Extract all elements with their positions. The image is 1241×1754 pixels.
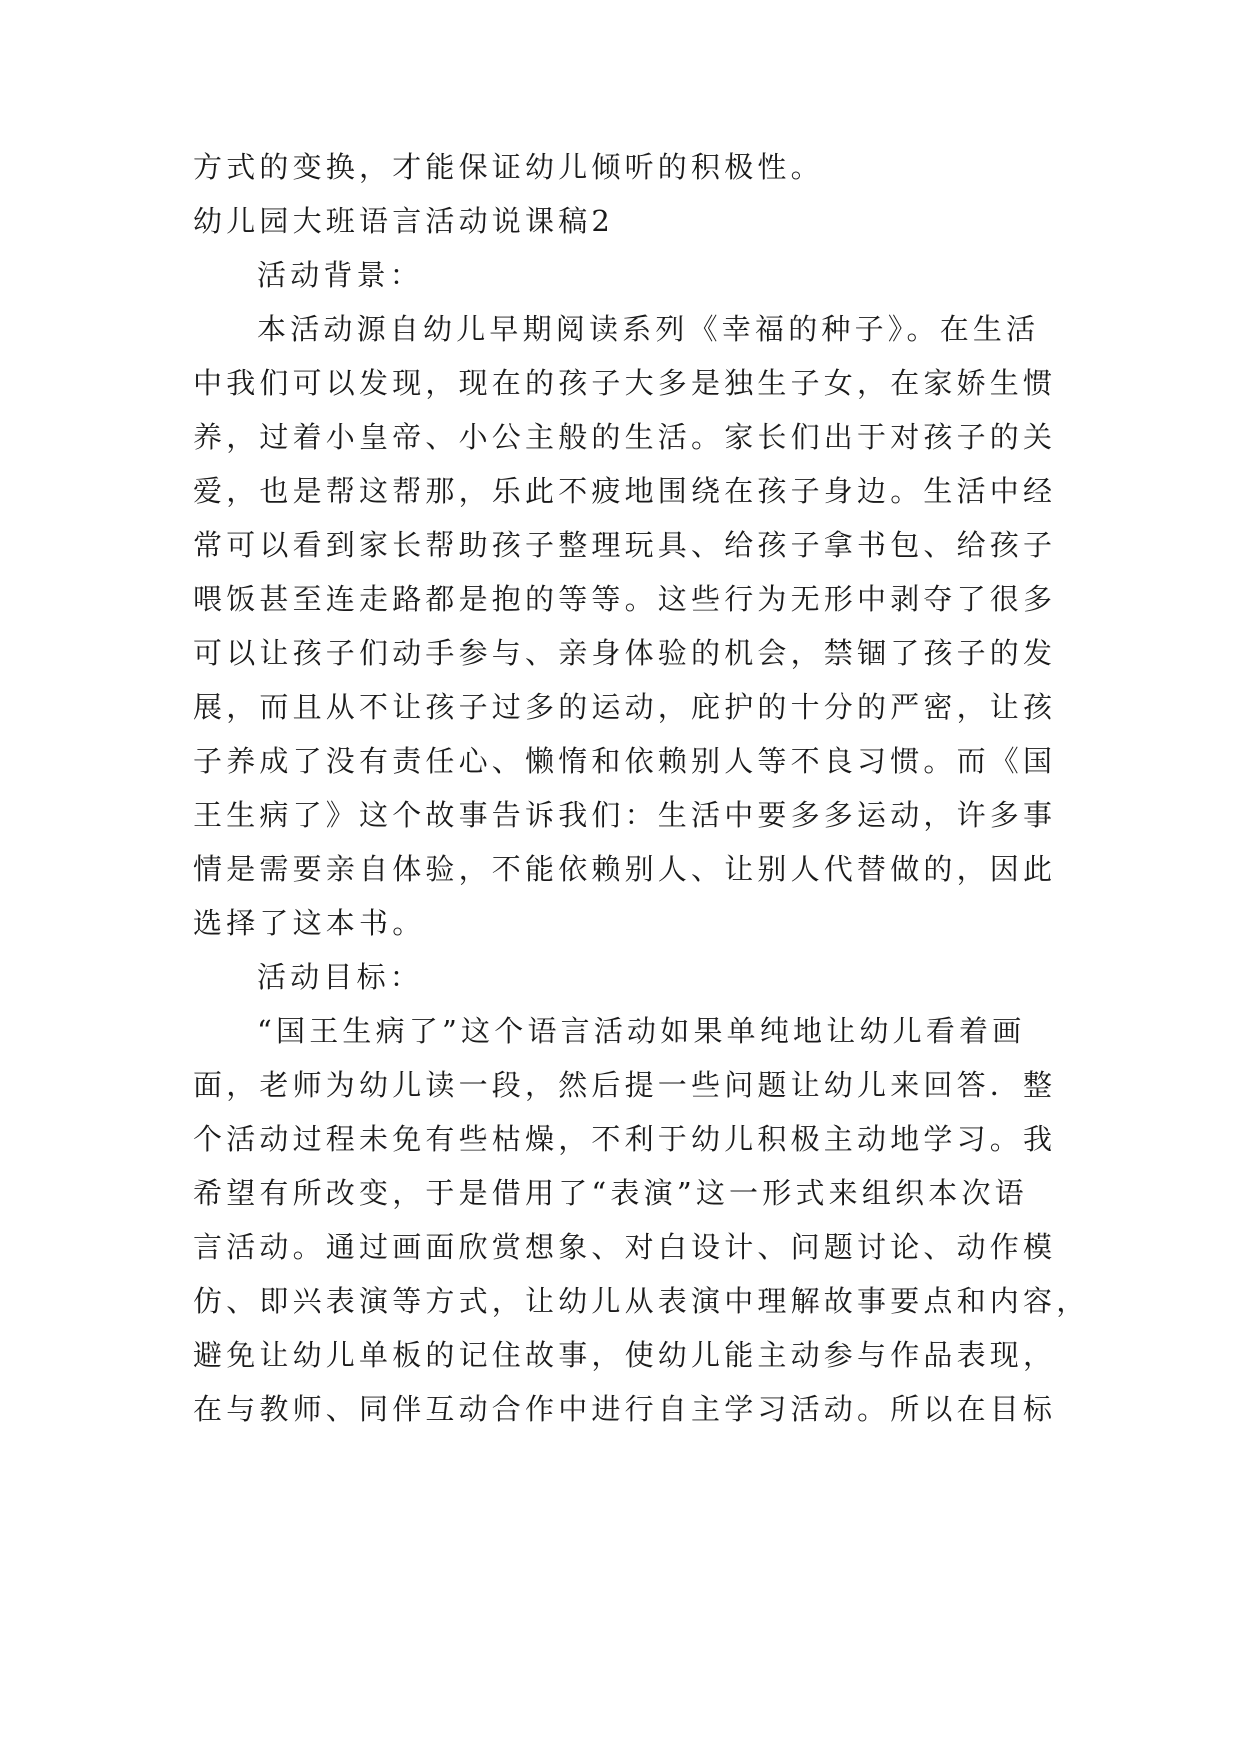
body-text-line: 希望有所改变，于是借用了“表演”这一形式来组织本次语 — [193, 1176, 1028, 1210]
body-text-line: 常可以看到家长帮助孩子整理玩具、给孩子拿书包、给孩子 — [193, 528, 1057, 562]
body-text-line: 中我们可以发现，现在的孩子大多是独生子女，在家娇生惯 — [193, 366, 1057, 400]
body-text-line: 在与教师、同伴互动合作中进行自主学习活动。所以在目标 — [193, 1392, 1057, 1426]
body-text-line: “国王生病了”这个语言活动如果单纯地让幼儿看着画 — [257, 1014, 1026, 1048]
body-text-line: 个活动过程未免有些枯燥，不利于幼儿积极主动地学习。我 — [193, 1122, 1057, 1156]
body-text-line: 养，过着小皇帝、小公主般的生活。家长们出于对孩子的关 — [193, 420, 1057, 454]
subheading-background: 活动背景： — [257, 258, 424, 292]
body-text-line: 言活动。通过画面欣赏想象、对白设计、问题讨论、动作模 — [193, 1230, 1057, 1264]
section-heading: 幼儿园大班语言活动说课稿2 — [193, 204, 615, 238]
body-text-line: 可以让孩子们动手参与、亲身体验的机会，禁锢了孩子的发 — [193, 636, 1057, 670]
body-text-line: 方式的变换，才能保证幼儿倾听的积极性。 — [193, 150, 824, 184]
body-text-line: 面，老师为幼儿读一段，然后提一些问题让幼儿来回答．整 — [193, 1068, 1057, 1102]
subheading-objectives: 活动目标： — [257, 960, 424, 994]
body-text-line: 喂饭甚至连走路都是抱的等等。这些行为无形中剥夺了很多 — [193, 582, 1057, 616]
body-text-line: 本活动源自幼儿早期阅读系列《幸福的种子》。在生活 — [257, 312, 1040, 346]
body-text-line: 仿、即兴表演等方式，让幼儿从表演中理解故事要点和内容， — [193, 1284, 1090, 1318]
body-text-line: 选择了这本书。 — [193, 906, 426, 940]
body-text-line: 子养成了没有责任心、懒惰和依赖别人等不良习惯。而《国 — [193, 744, 1057, 778]
body-text-line: 展，而且从不让孩子过多的运动，庇护的十分的严密，让孩 — [193, 690, 1057, 724]
body-text-line: 避免让幼儿单板的记住故事，使幼儿能主动参与作品表现， — [193, 1338, 1057, 1372]
body-text-line: 爱，也是帮这帮那，乐此不疲地围绕在孩子身边。生活中经 — [193, 474, 1057, 508]
body-text-line: 情是需要亲自体验，不能依赖别人、让别人代替做的，因此 — [193, 852, 1057, 886]
body-text-line: 王生病了》这个故事告诉我们：生活中要多多运动，许多事 — [193, 798, 1057, 832]
